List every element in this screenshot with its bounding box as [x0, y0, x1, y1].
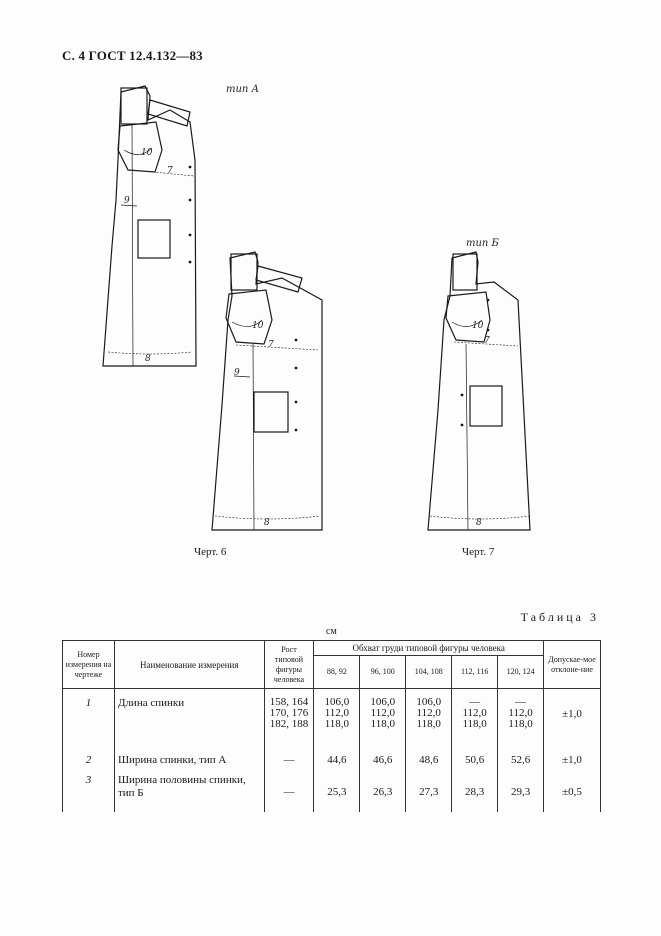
pocket: [254, 392, 288, 432]
row-value: 106,0 112,0 118,0: [406, 689, 452, 751]
figure-6-caption: Черт. 6: [194, 546, 227, 558]
row-tolerance: ±0,5: [544, 772, 601, 812]
row-value: 29,3: [498, 772, 544, 812]
header-size: 88, 92: [314, 656, 360, 689]
pocket: [470, 386, 502, 426]
dim-7-label: 7: [484, 336, 490, 346]
row-name: Ширина половины спинки, тип Б: [114, 772, 264, 812]
dim-8-label: 8: [476, 518, 482, 528]
row-heights: 158, 164 170, 176 182, 188: [264, 689, 314, 751]
header-num: Номер измерения на чертеже: [63, 641, 115, 689]
header-chest: Обхват груди типовой фигуры человека: [314, 641, 544, 656]
sleeve-mass: [446, 292, 490, 342]
figure-7-caption: Черт. 7: [462, 546, 495, 558]
collar-stand: [453, 254, 477, 290]
type-a-label: тип А: [226, 84, 260, 95]
row-value: 44,6: [314, 750, 360, 772]
row-height: —: [264, 772, 314, 812]
row-num: 1: [63, 689, 115, 751]
page-header: С. 4 ГОСТ 12.4.132—83: [62, 48, 203, 63]
row-value: 52,6: [498, 750, 544, 772]
row-height: —: [264, 750, 314, 772]
header-name: Наименование измерения: [114, 641, 264, 689]
table-row: [63, 772, 601, 812]
row-value: — 112,0 118,0: [452, 689, 498, 751]
row-value: — 112,0 118,0: [498, 689, 544, 751]
row-name: Длина спинки: [114, 689, 264, 751]
row-num: 2: [63, 750, 115, 772]
sleeve-mass: [226, 290, 272, 344]
row-tolerance: ±1,0: [544, 750, 601, 772]
garment-type-a-front: [212, 252, 322, 530]
row-value: 26,3: [360, 772, 406, 812]
dim-10-label: 10: [141, 148, 153, 158]
table-row: [63, 750, 601, 772]
table-unit: см: [326, 626, 337, 637]
dim-7-label: 7: [167, 166, 173, 176]
header-tolerance: Допускае-мое отклоне-ние: [544, 641, 601, 689]
header-size: 112, 116: [452, 656, 498, 689]
row-value: 27,3: [406, 772, 452, 812]
row-name: Ширина спинки, тип А: [114, 750, 264, 772]
measurements-table: [62, 640, 601, 812]
row-value: 50,6: [452, 750, 498, 772]
dim-9-label: 9: [124, 196, 130, 206]
dim-10-label: 10: [252, 321, 264, 331]
dim-8-label: 8: [145, 354, 151, 364]
sleeve-mass: [118, 122, 162, 172]
row-value: 46,6: [360, 750, 406, 772]
dim-9-label: 9: [234, 368, 240, 378]
header-size: 104, 108: [406, 656, 452, 689]
dim-7-label: 7: [268, 340, 274, 350]
header-height: Рост типовой фигуры человека: [264, 641, 314, 689]
row-value: 106,0 112,0 118,0: [360, 689, 406, 751]
row-value: 28,3: [452, 772, 498, 812]
garment-type-b: [428, 238, 530, 530]
header-size: 120, 124: [498, 656, 544, 689]
pocket: [138, 220, 170, 258]
row-tolerance: ±1,0: [544, 689, 601, 751]
row-value: 48,6: [406, 750, 452, 772]
table-row: [63, 689, 601, 751]
type-b-label: тип Б: [466, 238, 499, 249]
row-num: 3: [63, 772, 115, 812]
collar-stand: [231, 254, 257, 290]
dim-8-label: 8: [264, 518, 270, 528]
header-size: 96, 100: [360, 656, 406, 689]
row-value: 106,0 112,0 118,0: [314, 689, 360, 751]
row-value: 25,3: [314, 772, 360, 812]
collar-stand: [121, 88, 147, 124]
table-title: Таблица 3: [520, 610, 599, 624]
dim-10-label: 10: [472, 321, 484, 331]
